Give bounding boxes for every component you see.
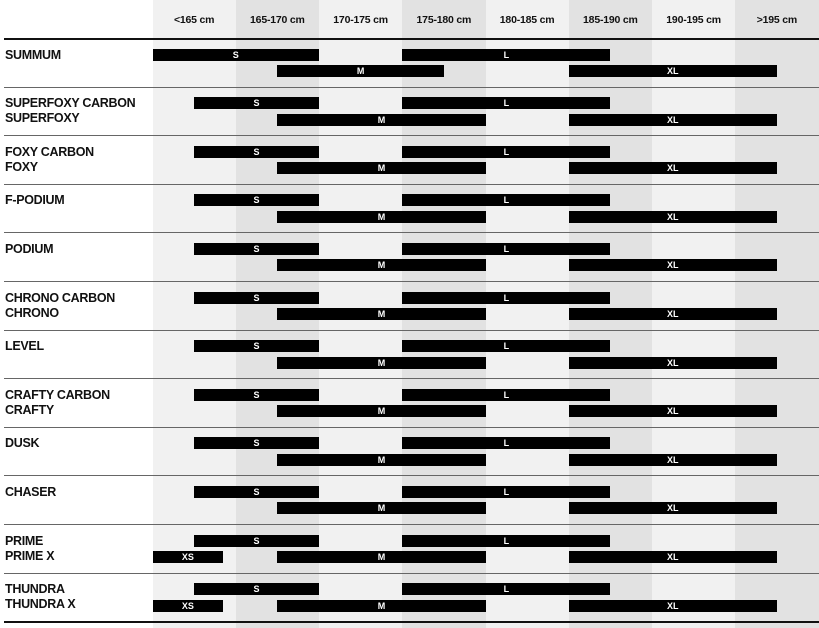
model-name: F-PODIUM bbox=[5, 193, 65, 208]
size-bar-xs: XS bbox=[153, 600, 224, 612]
model-name: SUPERFOXY CARBON bbox=[5, 96, 136, 111]
model-name: CRAFTY CARBON bbox=[5, 387, 110, 402]
size-bar-xl: XL bbox=[569, 600, 777, 612]
size-bar-l: L bbox=[402, 340, 610, 352]
size-bar-xl: XL bbox=[569, 162, 777, 174]
column-header: 165-170 cm bbox=[250, 14, 305, 26]
size-bar-l: L bbox=[402, 486, 610, 498]
model-name: CHRONO CARBON bbox=[5, 290, 115, 305]
model-name: SUMMUM bbox=[5, 47, 61, 62]
row-separator bbox=[4, 87, 819, 88]
row-separator bbox=[4, 232, 819, 233]
size-bar-m: M bbox=[277, 308, 485, 320]
size-bar-m: M bbox=[277, 65, 444, 77]
size-bar-s: S bbox=[153, 49, 320, 61]
model-name: CRAFTY bbox=[5, 402, 54, 417]
size-bar-s: S bbox=[194, 243, 319, 255]
column-header: 170-175 cm bbox=[333, 14, 388, 26]
size-bar-m: M bbox=[277, 211, 485, 223]
model-label bbox=[5, 291, 115, 321]
size-bar-s: S bbox=[194, 535, 319, 547]
row-separator bbox=[4, 135, 819, 136]
model-label bbox=[5, 48, 61, 63]
model-name: CHASER bbox=[5, 484, 56, 499]
size-bar-l: L bbox=[402, 146, 610, 158]
row-separator bbox=[4, 573, 819, 574]
model-label bbox=[5, 242, 53, 257]
size-bar-l: L bbox=[402, 49, 610, 61]
model-label bbox=[5, 96, 135, 126]
size-bar-m: M bbox=[277, 405, 485, 417]
row-separator bbox=[4, 330, 819, 331]
model-name: DUSK bbox=[5, 436, 40, 451]
model-name: PRIME bbox=[5, 533, 44, 548]
model-name: CHRONO bbox=[5, 305, 59, 320]
size-bar-s: S bbox=[194, 97, 319, 109]
row-separator bbox=[4, 184, 819, 185]
size-bar-m: M bbox=[277, 162, 485, 174]
row-separator bbox=[4, 621, 819, 623]
model-label bbox=[5, 436, 39, 451]
size-bar-m: M bbox=[277, 259, 485, 271]
size-bar-s: S bbox=[194, 389, 319, 401]
column-header: 175-180 cm bbox=[416, 14, 472, 26]
size-bar-xl: XL bbox=[569, 551, 777, 563]
size-bar-l: L bbox=[402, 389, 610, 401]
size-bar-xl: XL bbox=[569, 211, 777, 223]
model-label bbox=[5, 485, 56, 500]
size-bar-s: S bbox=[194, 292, 319, 304]
column-header: 185-190 cm bbox=[583, 14, 638, 26]
size-bar-m: M bbox=[277, 600, 485, 612]
size-bar-s: S bbox=[194, 340, 319, 352]
size-bar-xs: XS bbox=[153, 551, 224, 563]
size-bar-m: M bbox=[277, 502, 485, 514]
size-bar-xl: XL bbox=[569, 114, 777, 126]
size-bar-s: S bbox=[194, 437, 319, 449]
size-bar-l: L bbox=[402, 97, 610, 109]
size-bar-xl: XL bbox=[569, 454, 777, 466]
size-bar-s: S bbox=[194, 194, 319, 206]
model-label bbox=[5, 388, 110, 418]
size-bar-xl: XL bbox=[569, 405, 777, 417]
model-name: THUNDRA bbox=[5, 582, 65, 597]
row-separator bbox=[4, 281, 819, 282]
model-name: FOXY bbox=[5, 159, 38, 174]
row-separator bbox=[4, 524, 819, 525]
size-bar-m: M bbox=[277, 114, 485, 126]
model-name: PRIME X bbox=[5, 548, 55, 563]
size-bar-s: S bbox=[194, 146, 319, 158]
row-separator bbox=[4, 378, 819, 379]
model-name: PODIUM bbox=[5, 241, 54, 256]
model-label bbox=[5, 582, 75, 612]
size-bar-xl: XL bbox=[569, 259, 777, 271]
size-bar-l: L bbox=[402, 535, 610, 547]
size-bar-l: L bbox=[402, 194, 610, 206]
column-header: >195 cm bbox=[756, 14, 798, 26]
model-name: FOXY CARBON bbox=[5, 144, 94, 159]
size-bar-xl: XL bbox=[569, 65, 777, 77]
size-bar-m: M bbox=[277, 551, 485, 563]
model-name: SUPERFOXY bbox=[5, 111, 80, 126]
model-label bbox=[5, 339, 44, 354]
size-bar-xl: XL bbox=[569, 357, 777, 369]
size-bar-l: L bbox=[402, 243, 610, 255]
size-bar-m: M bbox=[277, 357, 485, 369]
model-name: THUNDRA X bbox=[5, 597, 76, 612]
size-bar-l: L bbox=[402, 437, 610, 449]
model-label bbox=[5, 193, 64, 208]
size-bar-l: L bbox=[402, 292, 610, 304]
size-bar-m: M bbox=[277, 454, 485, 466]
row-separator bbox=[4, 427, 819, 428]
header-rule bbox=[4, 38, 819, 40]
column-header: <165 cm bbox=[173, 14, 215, 26]
column-header: 190-195 cm bbox=[666, 14, 721, 26]
model-name: LEVEL bbox=[5, 339, 44, 354]
model-label bbox=[5, 145, 94, 175]
size-bar-xl: XL bbox=[569, 308, 777, 320]
column-header: 180-185 cm bbox=[499, 14, 555, 26]
size-bar-l: L bbox=[402, 583, 610, 595]
size-bar-s: S bbox=[194, 583, 319, 595]
row-separator bbox=[4, 475, 819, 476]
size-bar-xl: XL bbox=[569, 502, 777, 514]
size-bar-s: S bbox=[194, 486, 319, 498]
model-label bbox=[5, 534, 54, 564]
